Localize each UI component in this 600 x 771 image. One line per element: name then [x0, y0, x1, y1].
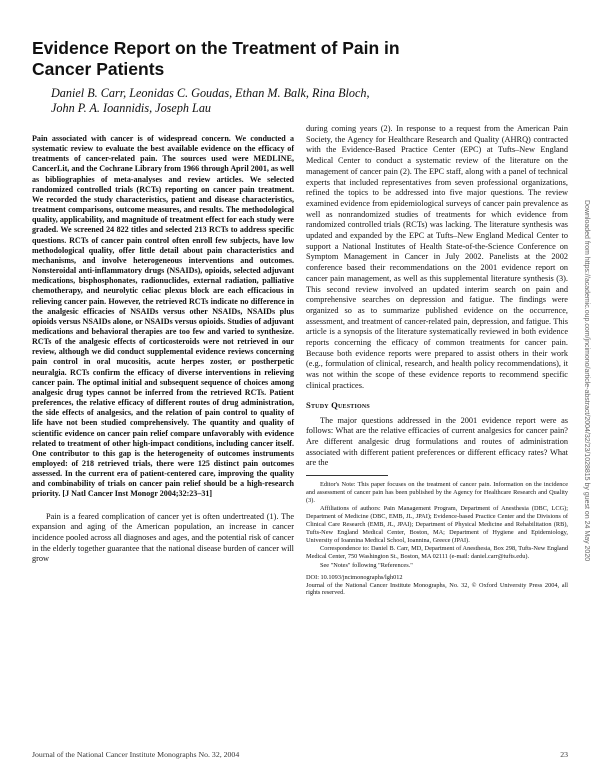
- intro-paragraph: Pain is a feared complication of cancer yet is often undertreated (1). The expansion and aging of the American population, an increase in cancer incidence pooled across all diagnoses and ages, and the potential risk of cancer in the elderly together guarantee that the national disease burden of cancer will grow: [32, 511, 294, 564]
- doi: DOI: 10.1093/jncimonographs/lgh012: [306, 573, 403, 581]
- journal-copyright: Journal of the National Cancer Institute Monographs, No. 32, © Oxford University Press 2004, all rights reserved.: [306, 581, 568, 597]
- article-title: Evidence Report on the Treatment of Pain in Cancer Patients: [32, 38, 400, 79]
- see-notes: See "Notes" following "References.": [320, 562, 413, 570]
- authors-line-1: Daniel B. Carr, Leonidas C. Goudas, Ethan M. Balk, Rina Bloch,: [51, 86, 370, 100]
- download-watermark: [583, 200, 595, 640]
- body-paragraph-2: The major questions addressed in the 2001 evidence report were as follows: What are the relative efficacies of current analgesics for cancer pain? Are different analgesic drug formulations and routes of administration associated with different patient preferences or different efficacy rates? What are the: [306, 415, 568, 468]
- correspondence-note: Correspondence to: Daniel B. Carr, MD, Department of Anesthesia, Box 298, Tufts-New England Medical Center, 750 Washington St., Boston, MA 02111 (e-mail: daniel.carr@tufts.edu).: [306, 545, 568, 561]
- left-column: [32, 134, 294, 565]
- abstract: Pain associated with cancer is of widespread concern. We conducted a systematic review to evaluate the best available evidence on the efficacy of treatments of cancer-related pain. The sources used were MEDLINE, CancerLit, and the Cochrane Library from 1966 through April 2001, as well as bibliographies of meta-analyses and review articles. We selected randomized controlled trials (RCTs) reporting on cancer pain treatment. We recorded the study characteristics, patient and disease characteristics, treatment comparisons, outcome measures, and results. The methodological quality, applicability, and magnitude of treatment effect for each study were graded. We screened 24 822 titles and selected 213 RCTs to address specific questions. RCTs of cancer pain control often enroll few subjects, have low methodological quality, offer little detail about pain characteristics and mechanisms, and involve heterogeneous interventions and outcomes. Nonsteroidal anti-inflammatory drugs (NSAIDs), opioids, selected adjuvant medications, bisphosphonates, radionuclides, external radiation, palliative chemotherapy, and neurolytic celiac plexus block are each efficacious in relieving cancer pain. However, the retrieved RCTs indicate no difference in the analgesic efficacies of NSAIDs versus other NSAIDs, NSAIDs plus opioids versus NSAIDs alone, or NSAIDs versus opioids. Studies of adjuvant medications and behavioral therapies are too few and varied to synthesize. RCTs of the analgesic effects of corticosteroids were not retrieved in our review, although we did conduct supplemental evidence reviews concerning pain control in oral mucositis, acute herpes zoster, or postherpetic neuralgia. RCTs confirm the efficacy of diverse interventions in relieving cancer pain. The optimal initial and subsequent sequence of choices among analgesic drug types cannot be inferred from the retrieved RCTs. Patient preferences, the relative efficacy of different routes of drug administration, the side effects of analgesics, and the relation of pain control to quality of life have not been studied comprehensively. The quantity and quality of scientific evidence on cancer pain relief compare unfavorably with evidence related to treatment of other high-impact conditions, including cancer itself. One contributor to this gap is the heterogeneity of outcomes instruments employed: of 218 retrieved trials, there were 125 distinct pain outcomes assessed. In the current era of patient-centered care, improving the quality and combinability of trials on cancer pain relief should be a high-research priority. [J Natl Cancer Inst Monogr 2004;32:23–31]: [32, 134, 294, 499]
- section-heading: Study Questions: [306, 399, 370, 410]
- right-column: [306, 124, 568, 597]
- footnote-divider: [306, 475, 388, 476]
- page-number: 23: [560, 750, 568, 759]
- affiliations-note: Affiliations of authors: Pain Management Program, Department of Anesthesia (DBC, LCG); Department of Medicine (DBC, EMB, JL, JPAI); Evidence-based Practice Center and the Divisions of Clinical Care Research (EMB, JL, JPAI); Department of Physical Medicine and Rehabilitation (RB), Tufts-New England Medical Center, Boston, MA; Department of Hygiene and Epidemiology, University of Ioannina Medical School, Ioannina, Greece (JPAI).: [306, 505, 568, 544]
- editor-note: Editor's Note: This paper focuses on the treatment of cancer pain. Information on the incidence and assessment of cancer pain has been published by the Agency for Healthcare Research and Quality (3).: [306, 481, 568, 504]
- download-watermark-text: Downloaded from https://academic.oup.com/jncimono/article-abstract/2004/32/23/1028815 by guest on 24 May 2020: [583, 200, 590, 562]
- author-list: [51, 86, 491, 116]
- authors-line-2: John P. A. Ioannidis, Joseph Lau: [51, 101, 212, 115]
- footer-journal: Journal of the National Cancer Institute Monographs No. 32, 2004: [32, 750, 240, 759]
- body-paragraph-1: during coming years (2). In response to a request from the American Pain Society, the Agency for Healthcare Research and Quality (AHRQ) contracted with the Evidence-Based Practice Center (EPC) at Tufts–New England Medical Center to conduct a systematic review of the literature on the management of cancer pain (2). The EPC staff, along with a panel of technical experts that included representatives from seven professional organizations, refined the topics to be addressed into five major questions. The review examined evidence from epidemiological surveys of cancer pain prevalence as well as nonrandomized studies of treatments for which evidence from randomized controlled trials (RCTs) was lacking. The literature synthesis was updated and expanded by the EPC at Tufts–New England Medical Center to support a National Institutes of Health State-of-the-Science Conference on Symptom Management in Cancer in July 2002. Panelists at the 2002 conference based their recommendations on the 2001 evidence report on cancer pain management, as well as this supplemental literature synthesis (3). This second review involved an updated interim search on pain and comprehensive searches on depression and fatigue. The findings were organized so as to summarize published evidence on the occurrence, assessment, and treatment of cancer-related pain, depression, and fatigue. This article is a synopsis of the literature systematically reviewed in both evidence reports concerning the efficacy of common treatments for cancer pain. Because both evidence reports were prepared to assist others in their work (e.g., formulation of clinical, research, and health policy recommendations), it was not within the scope of these evidence reports to recommend specific clinical practices.: [306, 124, 568, 390]
